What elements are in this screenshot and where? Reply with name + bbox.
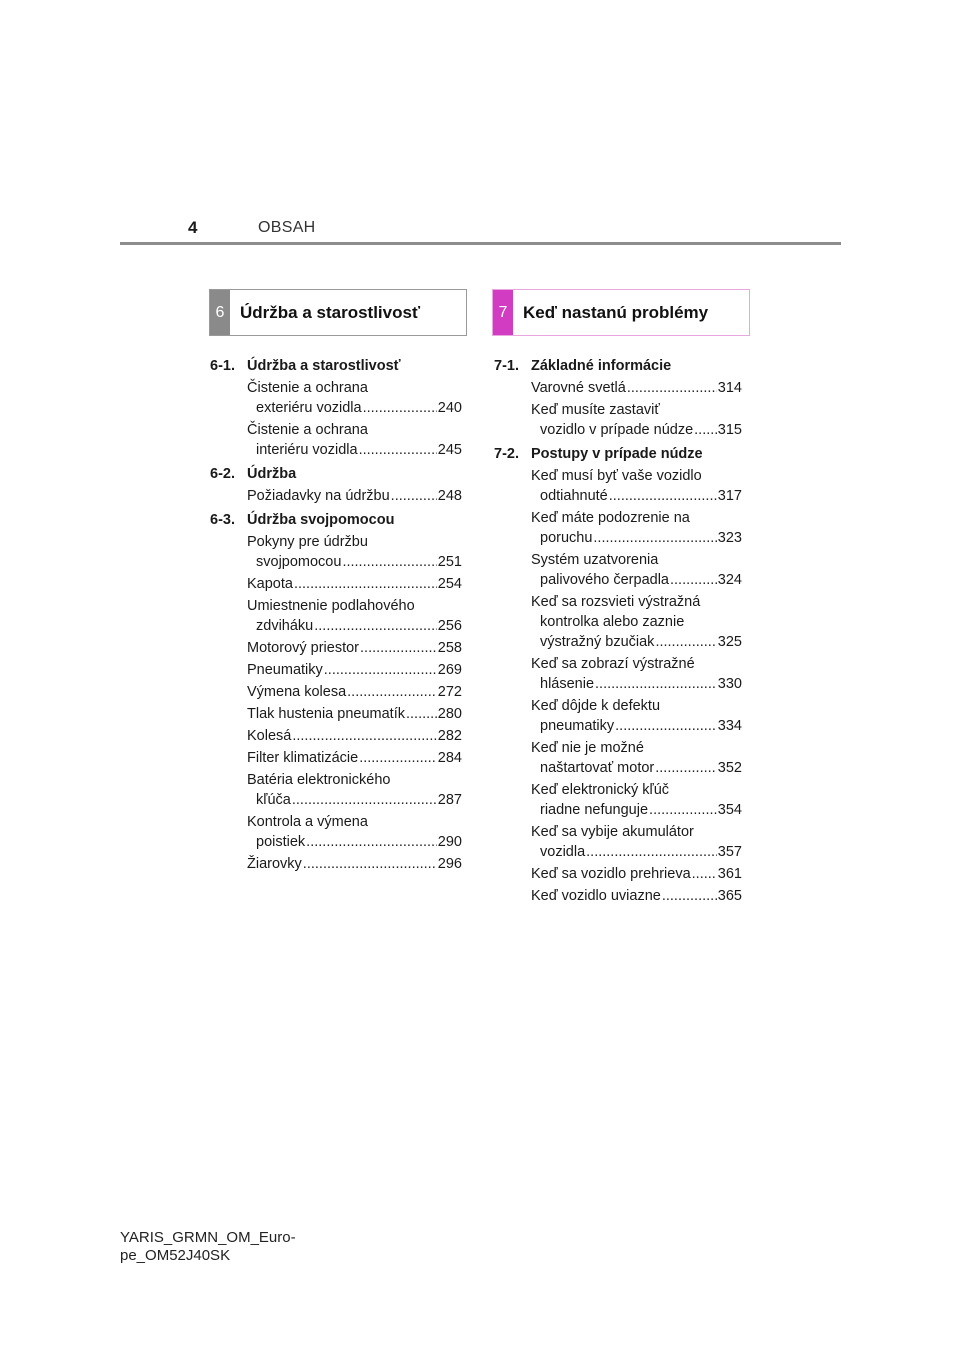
chapter-number: 6-3.	[210, 512, 235, 528]
toc-entry-text: kľúča	[256, 792, 291, 808]
toc-entry[interactable]	[247, 638, 462, 658]
toc-chapter-heading	[494, 356, 742, 376]
toc-entry-last-line	[531, 528, 742, 548]
toc-entry-last-line	[247, 398, 462, 418]
toc-entry-text: Kapota	[247, 576, 293, 592]
toc-entry-last-line	[247, 440, 462, 460]
toc-entry-text: vozidla	[540, 844, 586, 860]
toc-entry-last-line	[247, 552, 462, 572]
toc-page-number: 245	[437, 442, 462, 458]
dot-leader	[692, 864, 717, 884]
section-7-title: Keď nastanú problémy	[523, 302, 709, 322]
dot-leader	[303, 854, 437, 874]
toc-page-number: 280	[437, 706, 462, 722]
toc-entry-text: zdviháku	[256, 618, 314, 634]
toc-page-number: 334	[717, 718, 742, 734]
chapter-number: 7-2.	[494, 446, 519, 462]
dot-leader	[655, 758, 717, 778]
toc-page-number: 269	[437, 662, 462, 678]
toc-entry-last-line	[531, 378, 742, 398]
toc-entry-text: svojpomocou	[256, 554, 342, 570]
toc-page-number: 240	[437, 400, 462, 416]
toc-entry-text: Keď sa zobrazí výstražné	[531, 656, 695, 672]
dot-leader	[586, 842, 717, 862]
toc-entry-text: Filter klimatizácie	[247, 750, 359, 766]
toc-page-number: 256	[437, 618, 462, 634]
toc-entry-text: vozidlo v prípade núdze	[540, 422, 694, 438]
header-rule	[120, 242, 841, 245]
toc-page-number: 258	[437, 640, 462, 656]
toc-entry-text: poistiek	[256, 834, 306, 850]
chapter-number: 6-2.	[210, 466, 235, 482]
toc-entry-text: Keď nie je možné	[531, 740, 644, 756]
toc-entry-text: Keď máte podozrenie na	[531, 510, 690, 526]
section-7-tab: 7	[493, 290, 513, 335]
toc-entry-text: Umiestnenie podlahového	[247, 598, 415, 614]
toc-entry-last-line	[247, 854, 462, 874]
toc-page-number: 325	[717, 634, 742, 650]
toc-entry[interactable]	[247, 812, 462, 852]
toc-entry[interactable]	[531, 696, 742, 736]
toc-page-number: 284	[437, 750, 462, 766]
toc-page-number: 365	[717, 888, 742, 904]
toc-page-number: 324	[717, 572, 742, 588]
toc-entry-text: riadne nefunguje	[540, 802, 649, 818]
chapter-title: Postupy v prípade núdze	[531, 446, 703, 462]
toc-page-number: 282	[437, 728, 462, 744]
toc-chapter-heading	[210, 356, 462, 376]
toc-page-number: 314	[717, 380, 742, 396]
toc-page-number: 354	[717, 802, 742, 818]
toc-entry[interactable]	[531, 378, 742, 398]
section-6-tab: 6	[210, 290, 230, 335]
toc-entry-text: naštartovať motor	[540, 760, 655, 776]
toc-chapter-heading	[210, 464, 462, 484]
toc-entry[interactable]	[247, 704, 462, 724]
toc-entry[interactable]	[247, 770, 462, 810]
footer-line-2: pe_OM52J40SK	[120, 1247, 231, 1264]
toc-entry[interactable]	[531, 886, 742, 906]
dot-leader	[655, 632, 716, 652]
toc-entry-last-line	[531, 800, 742, 820]
toc-entry[interactable]	[247, 378, 462, 418]
toc-page-number: 317	[717, 488, 742, 504]
dot-leader	[670, 570, 717, 590]
toc-entry-text: pneumatiky	[540, 718, 615, 734]
toc-entry-text: hlásenie	[540, 676, 595, 692]
toc-entry-text: Keď musíte zastaviť	[531, 402, 660, 418]
toc-entry[interactable]	[531, 654, 742, 694]
toc-entry-text: Čistenie a ochrana	[247, 422, 368, 438]
toc-entry-last-line	[531, 886, 742, 906]
toc-entry[interactable]	[531, 592, 742, 652]
dot-leader	[342, 552, 436, 572]
toc-entry-text: Varovné svetlá	[531, 380, 626, 396]
dot-leader	[649, 800, 717, 820]
toc-entry[interactable]	[531, 822, 742, 862]
toc-entry-last-line	[531, 420, 742, 440]
toc-column-section-7	[494, 352, 742, 906]
toc-entry[interactable]	[531, 550, 742, 590]
toc-entry[interactable]	[247, 596, 462, 636]
dot-leader	[593, 528, 716, 548]
dot-leader	[406, 704, 437, 724]
toc-entry-last-line	[531, 716, 742, 736]
toc-entry[interactable]	[247, 574, 462, 594]
toc-chapter-heading	[494, 444, 742, 464]
footer-line-1: YARIS_GRMN_OM_Euro-	[120, 1229, 296, 1246]
chapter-number: 6-1.	[210, 358, 235, 374]
toc-entry[interactable]	[531, 508, 742, 548]
toc-entry-text: odtiahnuté	[540, 488, 608, 504]
toc-entry-text: Žiarovky	[247, 856, 302, 872]
dot-leader	[306, 832, 437, 852]
toc-entry-text: Keď sa rozsvieti výstražná	[531, 594, 701, 610]
toc-entry[interactable]	[247, 854, 462, 874]
dot-leader	[391, 486, 437, 506]
chapter-title: Údržba	[247, 466, 297, 482]
running-title: OBSAH	[258, 219, 316, 236]
toc-entry-last-line	[247, 704, 462, 724]
toc-entry-text: poruchu	[540, 530, 593, 546]
toc-entry-text: Keď elektronický kľúč	[531, 782, 670, 798]
toc-entry-text: Výmena kolesa	[247, 684, 347, 700]
toc-entry-text: Keď vozidlo uviazne	[531, 888, 661, 904]
toc-page-number: 357	[717, 844, 742, 860]
dot-leader	[294, 574, 437, 594]
toc-entry-text: Pokyny pre údržbu	[247, 534, 368, 550]
toc-entry-text: Keď musí byť vaše vozidlo	[531, 468, 702, 484]
dot-leader	[694, 420, 717, 440]
toc-page-number: 315	[717, 422, 742, 438]
dot-leader	[292, 726, 436, 746]
toc-entry[interactable]	[247, 420, 462, 460]
toc-page-number: 361	[717, 866, 742, 882]
dot-leader	[359, 748, 437, 768]
toc-entry-text: Motorový priestor	[247, 640, 360, 656]
toc-entry-last-line	[247, 486, 462, 506]
toc-entry-text: Kolesá	[247, 728, 292, 744]
toc-entry[interactable]	[247, 486, 462, 506]
toc-entry-last-line	[247, 682, 462, 702]
toc-entry-last-line	[247, 574, 462, 594]
toc-entry[interactable]	[247, 726, 462, 746]
dot-leader	[360, 638, 437, 658]
toc-page-number: 352	[717, 760, 742, 776]
dot-leader	[609, 486, 717, 506]
toc-entry-text: Požiadavky na údržbu	[247, 488, 390, 504]
toc-entry-text: výstražný bzučiak	[540, 634, 655, 650]
toc-page-number: 330	[717, 676, 742, 692]
toc-page-number: 251	[437, 554, 462, 570]
toc-entry-text: Čistenie a ochrana	[247, 380, 368, 396]
chapter-title: Údržba a starostlivosť	[247, 358, 401, 374]
toc-page-number: 296	[437, 856, 462, 872]
page-number: 4	[188, 218, 198, 237]
toc-entry-text: Keď dôjde k defektu	[531, 698, 661, 714]
dot-leader	[359, 440, 437, 460]
toc-entry-text: Keď sa vozidlo prehrieva	[531, 866, 691, 882]
chapter-title: Základné informácie	[531, 358, 672, 374]
toc-page-number: 272	[437, 684, 462, 700]
toc-entry[interactable]	[531, 400, 742, 440]
toc-entry-text: Pneumatiky	[247, 662, 323, 678]
toc-page-number: 248	[437, 488, 462, 504]
dot-leader	[324, 660, 437, 680]
toc-entry-text: Tlak hustenia pneumatík	[247, 706, 405, 722]
footer-doc-id	[120, 1229, 296, 1265]
section-6-header	[209, 289, 467, 336]
toc-entry[interactable]	[247, 660, 462, 680]
toc-entry-text: interiéru vozidla	[256, 442, 358, 458]
toc-entry-last-line	[247, 748, 462, 768]
toc-entry-text: exteriéru vozidla	[256, 400, 362, 416]
dot-leader	[615, 716, 717, 736]
toc-entry[interactable]	[531, 780, 742, 820]
toc-page-number: 290	[437, 834, 462, 850]
toc-entry-text: Systém uzatvorenia	[531, 552, 659, 568]
dot-leader	[595, 674, 717, 694]
toc-entry-last-line	[247, 790, 462, 810]
toc-entry-text: palivového čerpadla	[540, 572, 669, 588]
toc-entry-last-line	[247, 832, 462, 852]
toc-entry[interactable]	[531, 864, 742, 884]
toc-entry[interactable]	[531, 466, 742, 506]
dot-leader	[627, 378, 717, 398]
toc-entry-last-line	[531, 864, 742, 884]
dot-leader	[363, 398, 437, 418]
toc-entry-last-line	[531, 632, 742, 652]
toc-entry-last-line	[531, 842, 742, 862]
toc-entry[interactable]	[247, 682, 462, 702]
dot-leader	[314, 616, 437, 636]
toc-chapter-heading	[210, 510, 462, 530]
dot-leader	[292, 790, 437, 810]
toc-entry-last-line	[531, 674, 742, 694]
section-7-header	[492, 289, 750, 336]
toc-entry-text: Kontrola a výmena	[247, 814, 368, 830]
toc-entry-last-line	[247, 660, 462, 680]
chapter-title: Údržba svojpomocou	[247, 512, 395, 528]
toc-page-number: 287	[437, 792, 462, 808]
toc-entry[interactable]	[247, 748, 462, 768]
toc-entry-last-line	[247, 616, 462, 636]
toc-entry[interactable]	[247, 532, 462, 572]
toc-entry-last-line	[247, 726, 462, 746]
toc-entry-text: Batéria elektronického	[247, 772, 391, 788]
toc-entry[interactable]	[531, 738, 742, 778]
chapter-number: 7-1.	[494, 358, 519, 374]
toc-column-section-6	[210, 352, 462, 874]
toc-page-number: 254	[437, 576, 462, 592]
toc-entry-text: Keď sa vybije akumulátor	[531, 824, 694, 840]
dot-leader	[347, 682, 437, 702]
section-6-title: Údržba a starostlivosť	[240, 302, 421, 322]
toc-entry-last-line	[531, 486, 742, 506]
dot-leader	[662, 886, 717, 906]
toc-entry-last-line	[531, 758, 742, 778]
toc-entry-last-line	[247, 638, 462, 658]
toc-page-number: 323	[717, 530, 742, 546]
toc-entry-text: kontrolka alebo zaznie	[540, 614, 685, 630]
toc-entry-last-line	[531, 570, 742, 590]
